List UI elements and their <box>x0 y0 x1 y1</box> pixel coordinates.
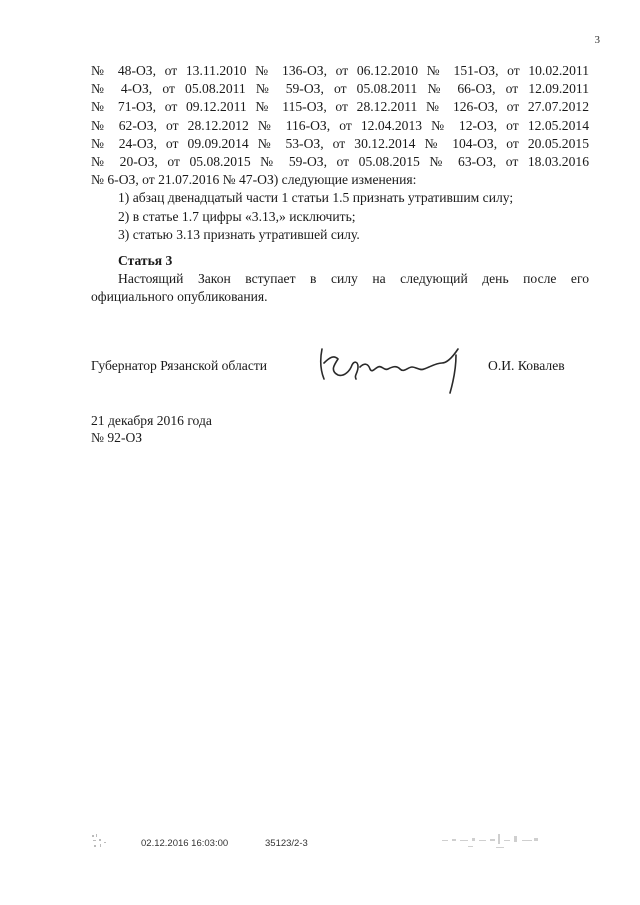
scan-mark <box>90 832 116 852</box>
list-item: 2) в статье 1.7 цифры «3.13,» исключить; <box>118 208 356 224</box>
signer-name: О.И. Ковалев <box>488 358 565 373</box>
footer-timestamp: 02.12.2016 16:03:00 <box>141 838 229 849</box>
body-line: № 71-ОЗ, от 09.12.2011 № 115-ОЗ, от 28.12.2011 № 126-ОЗ, от 27.07.2012 <box>91 99 589 115</box>
page-number: 3 <box>594 34 600 46</box>
article-body <box>91 270 589 306</box>
footer <box>0 838 640 858</box>
signature-row <box>91 357 589 397</box>
body-line: № 62-ОЗ, от 28.12.2012 № 116-ОЗ, от 12.04.2013 № 12-ОЗ, от 12.05.2014 <box>91 117 589 133</box>
law-date: 21 декабря 2016 года <box>91 413 212 428</box>
body-line: № 48-ОЗ, от 13.11.2010 № 136-ОЗ, от 06.12.2010 № 151-ОЗ, от 10.02.2011 <box>91 63 589 78</box>
body-line: № 4-ОЗ, от 05.08.2011 № 59-ОЗ, от 05.08.2011 № 66-ОЗ, от 12.09.2011 <box>91 81 589 97</box>
body-line: № 20-ОЗ, от 05.08.2015 № 59-ОЗ, от 05.08.2015 № 63-ОЗ, от 18.03.2016 <box>91 154 589 170</box>
body-line: № 24-ОЗ, от 09.09.2014 № 53-ОЗ, от 30.12.2014 № 104-ОЗ, от 20.05.2015 <box>91 135 589 151</box>
faint-stamp-mark <box>438 830 548 854</box>
signer-position: Губернатор Рязанской области <box>91 358 268 373</box>
footer-doc-id: 35123/2-3 <box>265 838 308 849</box>
law-number: № 92-ОЗ <box>91 430 143 445</box>
document-body <box>91 62 589 244</box>
article-title: Статья 3 <box>118 253 173 268</box>
article-line: Настоящий Закон вступает в силу на следующий день после его <box>118 271 589 286</box>
body-line-last: № 6-ОЗ, от 21.07.2016 № 47-ОЗ) следующие изменения: <box>91 172 417 188</box>
list-item: 3) статью 3.13 признать утратившей силу. <box>118 226 360 242</box>
date-block <box>91 412 212 446</box>
list-item: 1) абзац двенадцатый части 1 статьи 1.5 признать утратившим силу; <box>118 190 514 206</box>
article-line-last: официального опубликования. <box>91 289 268 305</box>
handwritten-signature <box>316 345 476 401</box>
